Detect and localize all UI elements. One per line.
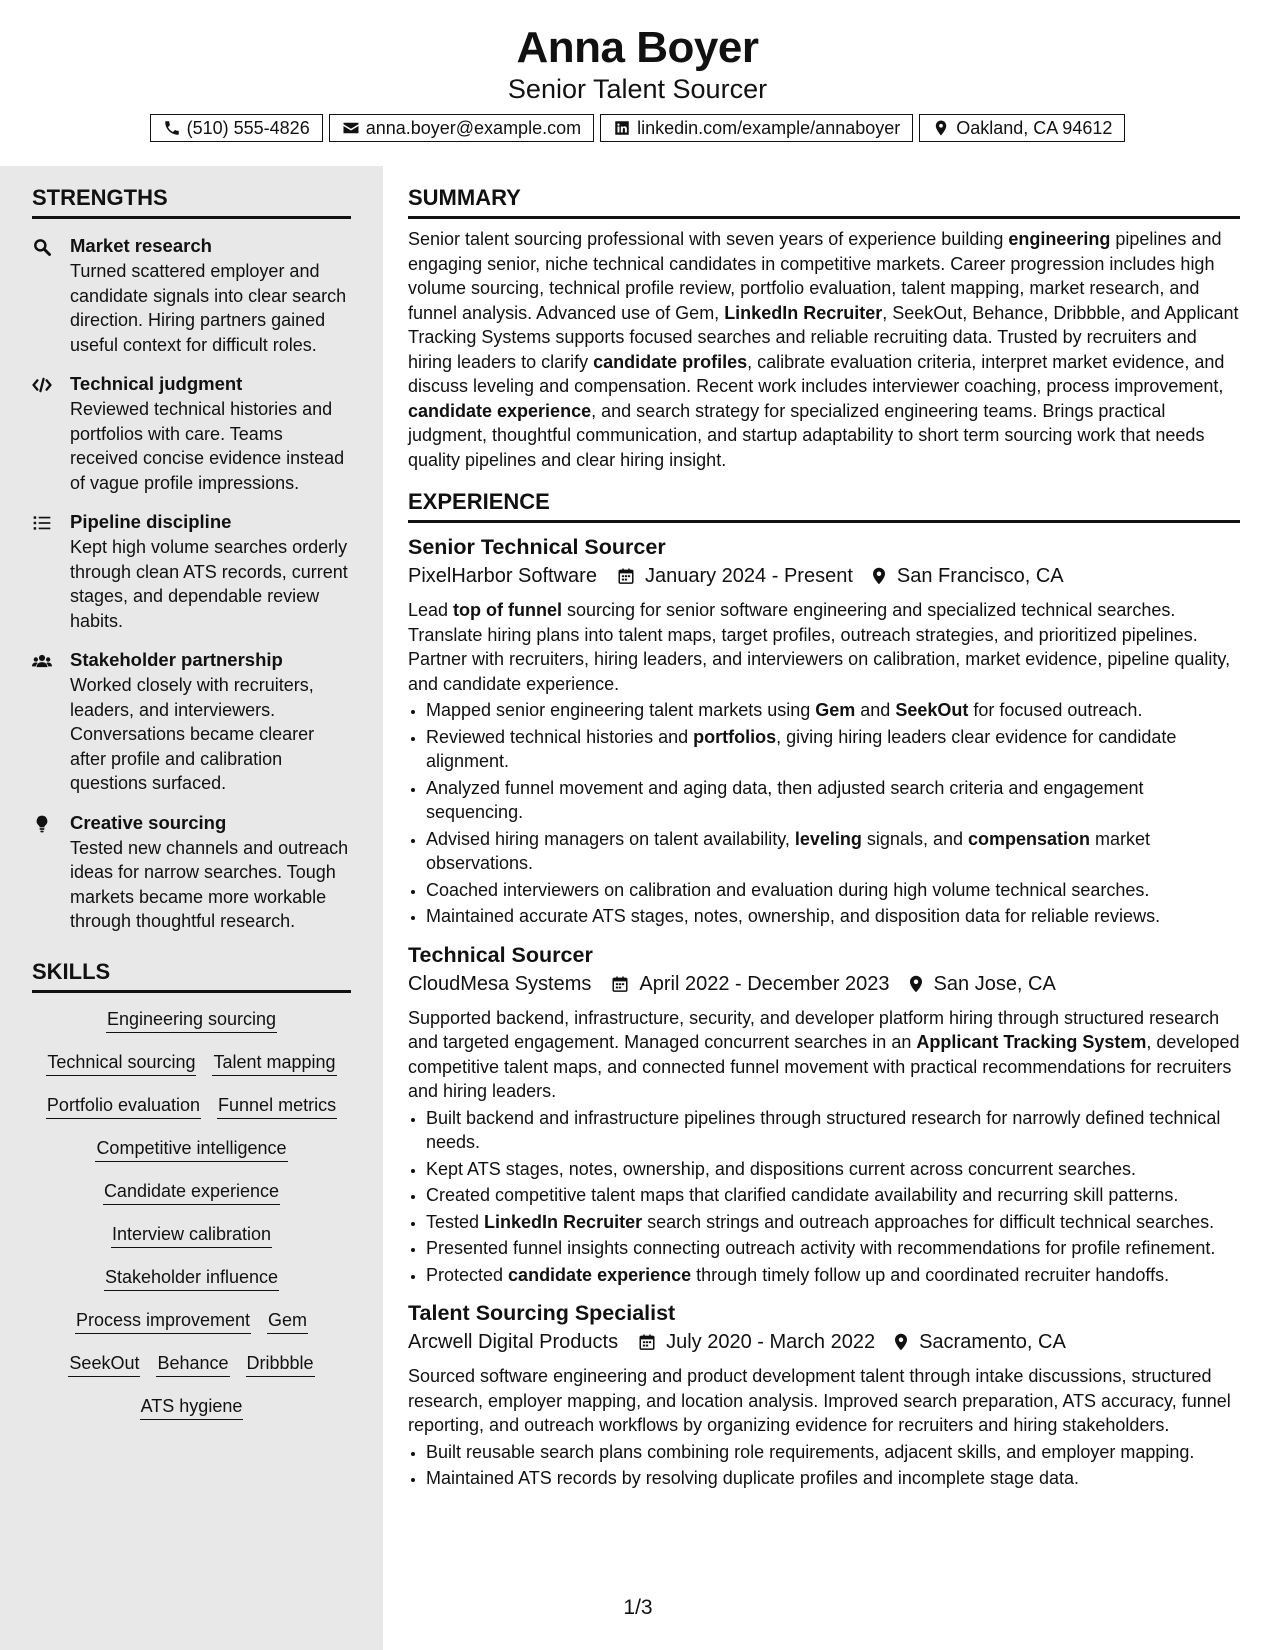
job-location: San Jose, CA bbox=[933, 972, 1056, 995]
bullet-item bbox=[426, 698, 1240, 723]
contact-linkedin-text: linkedin.com/example/annaboyer bbox=[637, 118, 901, 138]
bullet-text: signals, and bbox=[861, 828, 968, 849]
job-company: CloudMesa Systems bbox=[408, 972, 592, 995]
summary-emphasis: candidate experience bbox=[408, 400, 592, 421]
bullet-text: Built backend and infrastructure pipelines through structured research for narrowly defined technical needs. bbox=[426, 1107, 1221, 1152]
job-description-text: Lead bbox=[408, 600, 454, 620]
bullet-item bbox=[426, 1106, 1240, 1155]
strength-item bbox=[32, 371, 351, 495]
skills-list bbox=[32, 1007, 351, 1437]
bullet-item bbox=[426, 827, 1240, 876]
skills-heading: SKILLS bbox=[32, 958, 351, 993]
summary-text: , and search strategy for specialized engineering teams. Brings practical judgment, thoughtful communication, and startup adaptability to short term sourcing work that needs quality pipelines and clear hiring insight. bbox=[408, 400, 1205, 470]
skill-tag: Behance bbox=[156, 1351, 229, 1377]
skill-tag: Talent mapping bbox=[212, 1050, 336, 1076]
summary-heading: SUMMARY bbox=[408, 184, 1240, 219]
search-icon bbox=[32, 237, 52, 257]
job-bullets bbox=[408, 698, 1240, 929]
code-icon bbox=[32, 375, 52, 395]
main-column bbox=[408, 184, 1240, 1491]
strengths-heading: STRENGTHS bbox=[32, 184, 351, 219]
bullet-emphasis: Gem bbox=[815, 700, 856, 720]
skill-tag: Gem bbox=[267, 1308, 308, 1334]
job-title: Talent Sourcing Specialist bbox=[408, 1301, 676, 1325]
page-number: 1/3 bbox=[623, 1596, 653, 1619]
bullet-text: for focused outreach. bbox=[968, 700, 1143, 720]
strength-desc: Worked closely with recruiters, leaders, and interviewers. Conversations became clearer after profile and calibration questions surfaced. bbox=[70, 675, 315, 793]
strength-title: Technical judgment bbox=[70, 373, 243, 394]
job-description-text: sourcing for senior software engineering and specialized technical searches. Translate hiring plans into talent maps, target profiles, outreach strategies, and prioritized pipelines. Partner with recruiters, hiring leaders, and interviewers on calibration, market evidence, pipeline quality, and candidate experience. bbox=[408, 600, 1231, 694]
job-entry bbox=[408, 533, 1240, 929]
job-dates: January 2024 - Present bbox=[644, 565, 853, 587]
bullet-item bbox=[426, 1440, 1240, 1465]
map-pin-icon bbox=[932, 119, 950, 137]
bullet-emphasis: candidate experience bbox=[508, 1264, 692, 1285]
skill-tag: Interview calibration bbox=[111, 1222, 272, 1248]
contact-phone[interactable] bbox=[150, 114, 323, 142]
job-title: Technical Sourcer bbox=[408, 942, 593, 967]
job-company: PixelHarbor Software bbox=[408, 565, 597, 587]
calendar-icon bbox=[611, 975, 629, 993]
bullet-text: Kept ATS stages, notes, ownership, and dispositions current across concurrent searches. bbox=[426, 1158, 1137, 1179]
bullet-text: through timely follow up and coordinated recruiter handoffs. bbox=[691, 1264, 1170, 1285]
phone-icon bbox=[163, 119, 181, 137]
bullet-text: Coached interviewers on calibration and evaluation during high volume technical searches. bbox=[426, 879, 1150, 900]
strength-desc: Kept high volume searches orderly through clean ATS records, current stages, and dependable review habits. bbox=[70, 537, 348, 631]
map-pin-icon bbox=[893, 1333, 909, 1351]
skill-tag: Competitive intelligence bbox=[95, 1136, 287, 1162]
calendar-icon bbox=[617, 567, 635, 585]
skill-tag: Technical sourcing bbox=[46, 1050, 196, 1076]
job-description bbox=[408, 598, 1240, 696]
candidate-title: Senior Talent Sourcer bbox=[507, 74, 768, 104]
summary-text: , calibrate evaluation criteria, interpret market evidence, and discuss leveling and compensation. Recent work includes interviewer coaching, process improvement, bbox=[408, 351, 1225, 396]
skill-tag: Funnel metrics bbox=[217, 1093, 337, 1119]
bullet-text: Reviewed technical histories and bbox=[426, 726, 694, 747]
job-meta bbox=[408, 1328, 1240, 1356]
summary-text: Senior talent sourcing professional with seven years of experience building bbox=[408, 229, 1009, 249]
bullet-text: market observations. bbox=[426, 828, 1151, 873]
summary-emphasis: engineering bbox=[1008, 229, 1111, 249]
job-company: Arcwell Digital Products bbox=[408, 1331, 619, 1353]
job-description bbox=[408, 1364, 1240, 1438]
bullet-item bbox=[426, 776, 1240, 825]
job-entry bbox=[408, 1299, 1240, 1491]
bullet-text: , giving hiring leaders clear evidence for candidate alignment. bbox=[426, 726, 1177, 771]
bullet-text: Presented funnel insights connecting outreach activity with recommendations for profile refinement. bbox=[426, 1238, 1216, 1258]
linkedin-icon bbox=[613, 119, 631, 137]
summary-text: pipelines and engaging senior, niche technical candidates in competitive markets. Career progression includes high volume sourcing, technical profile review, portfolio evaluation, talent mapping, market research, and funnel analysis. Advanced use of Gem, bbox=[408, 229, 1222, 323]
skill-tag: ATS hygiene bbox=[140, 1394, 244, 1420]
strength-item bbox=[32, 810, 351, 934]
strength-title: Stakeholder partnership bbox=[70, 649, 283, 670]
contact-location[interactable] bbox=[919, 114, 1125, 142]
bullet-item bbox=[426, 904, 1240, 929]
skill-tag: Process improvement bbox=[75, 1308, 251, 1334]
contact-location-text: Oakland, CA 94612 bbox=[956, 118, 1113, 138]
list-icon bbox=[32, 513, 52, 533]
sidebar bbox=[0, 166, 383, 1650]
skill-tag: Stakeholder influence bbox=[104, 1265, 279, 1291]
envelope-icon bbox=[342, 119, 360, 137]
map-pin-icon bbox=[908, 975, 924, 993]
bullet-text: Maintained accurate ATS stages, notes, ownership, and disposition data for reliable reviews. bbox=[426, 906, 1161, 926]
strength-title: Pipeline discipline bbox=[70, 511, 232, 532]
job-description-text: Sourced software engineering and product development talent through intake discussions, structured research, employer mapping, and location analysis. Improved search preparation, ATS accuracy, funnel reporting, and outreach workflows by organizing evidence for recruiters and hiring stakeholders. bbox=[408, 1366, 1231, 1435]
summary-text bbox=[408, 227, 1240, 472]
experience-heading: EXPERIENCE bbox=[408, 488, 1240, 523]
job-description bbox=[408, 1006, 1240, 1104]
contact-email-text: anna.boyer@example.com bbox=[365, 118, 582, 138]
strength-item bbox=[32, 233, 351, 357]
job-location: San Francisco, CA bbox=[896, 565, 1064, 587]
bullet-emphasis: LinkedIn Recruiter bbox=[484, 1211, 643, 1232]
bullet-emphasis: leveling bbox=[794, 828, 862, 849]
bullet-emphasis: compensation bbox=[967, 828, 1091, 849]
strength-item bbox=[32, 509, 351, 633]
contact-email[interactable] bbox=[329, 114, 594, 142]
lightbulb-icon bbox=[32, 814, 52, 834]
skill-tag: Candidate experience bbox=[103, 1179, 280, 1205]
strength-desc: Turned scattered employer and candidate signals into clear search direction. Hiring partners gained useful context for difficult roles. bbox=[70, 261, 347, 355]
job-meta bbox=[408, 562, 1240, 590]
job-description-text: Supported backend, infrastructure, security, and developer platform hiring through structured research and targeted engagement. Managed concurrent searches in an bbox=[408, 1007, 1220, 1052]
bullet-text: Built reusable search plans combining role requirements, adjacent skills, and employer mapping. bbox=[426, 1441, 1195, 1462]
bullet-text: Analyzed funnel movement and aging data, then adjusted search criteria and engagement sequencing. bbox=[426, 777, 1144, 822]
job-dates: April 2022 - December 2023 bbox=[639, 972, 890, 995]
contact-phone-text: (510) 555-4826 bbox=[186, 118, 310, 138]
map-pin-icon bbox=[871, 567, 887, 585]
candidate-name: Anna Boyer bbox=[516, 23, 759, 72]
bullet-text: Advised hiring managers on talent availability, bbox=[426, 828, 795, 849]
bullet-item bbox=[426, 1466, 1240, 1491]
bullet-text: Tested bbox=[426, 1211, 485, 1232]
strength-desc: Reviewed technical histories and portfolios with care. Teams received concise evidence instead of vague profile impressions. bbox=[70, 399, 345, 493]
bullet-text: search strings and outreach approaches for difficult technical searches. bbox=[642, 1211, 1215, 1232]
skill-tag: SeekOut bbox=[68, 1351, 140, 1377]
job-dates: July 2020 - March 2022 bbox=[666, 1331, 876, 1353]
bullet-emphasis: portfolios bbox=[693, 726, 777, 747]
bullet-text: Mapped senior engineering talent markets using bbox=[426, 700, 816, 720]
skill-tag: Portfolio evaluation bbox=[46, 1093, 201, 1119]
bullet-item bbox=[426, 1236, 1240, 1261]
job-entry bbox=[408, 941, 1240, 1288]
bullet-text: and bbox=[855, 700, 896, 720]
experience-list bbox=[408, 533, 1240, 1491]
job-description-emphasis: Applicant Tracking System bbox=[916, 1032, 1147, 1052]
job-bullets bbox=[408, 1440, 1240, 1491]
bullet-item bbox=[426, 1157, 1240, 1182]
strength-title: Market research bbox=[70, 235, 212, 256]
bullet-item bbox=[426, 725, 1240, 774]
strength-item bbox=[32, 647, 351, 796]
bullet-item bbox=[426, 1263, 1240, 1288]
job-description-emphasis: top of funnel bbox=[453, 600, 563, 620]
users-icon bbox=[32, 651, 52, 671]
contact-bar bbox=[0, 114, 1275, 142]
contact-linkedin[interactable] bbox=[600, 114, 913, 142]
skill-tag: Dribbble bbox=[246, 1351, 315, 1377]
job-location: Sacramento, CA bbox=[919, 1331, 1066, 1353]
summary-emphasis: LinkedIn Recruiter bbox=[724, 302, 883, 323]
calendar-icon bbox=[638, 1333, 656, 1351]
bullet-item bbox=[426, 878, 1240, 903]
job-bullets bbox=[408, 1106, 1240, 1288]
bullet-emphasis: SeekOut bbox=[895, 700, 969, 720]
skill-tag: Engineering sourcing bbox=[106, 1007, 277, 1033]
job-description-text: , developed competitive talent maps, and connected funnel movement with practical recommendations for recruiters and hiring leaders. bbox=[408, 1032, 1240, 1101]
summary-text: , SeekOut, Behance, Dribbble, and Applicant Tracking Systems supports focused searches and reliable recruiting data. Trusted by recruiters and hiring leaders to clarify bbox=[408, 302, 1239, 372]
bullet-text: Maintained ATS records by resolving duplicate profiles and incomplete stage data. bbox=[426, 1468, 1080, 1488]
bullet-item bbox=[426, 1183, 1240, 1208]
bullet-text: Created competitive talent maps that clarified candidate availability and recurring skill patterns. bbox=[426, 1185, 1179, 1205]
job-meta bbox=[408, 970, 1240, 998]
job-title: Senior Technical Sourcer bbox=[408, 535, 666, 559]
bullet-text: Protected bbox=[426, 1264, 509, 1285]
bullet-item bbox=[426, 1210, 1240, 1235]
strength-desc: Tested new channels and outreach ideas for narrow searches. Tough markets became more workable through thoughtful research. bbox=[70, 837, 349, 931]
summary-emphasis: candidate profiles bbox=[593, 351, 748, 372]
strength-title: Creative sourcing bbox=[70, 811, 227, 833]
